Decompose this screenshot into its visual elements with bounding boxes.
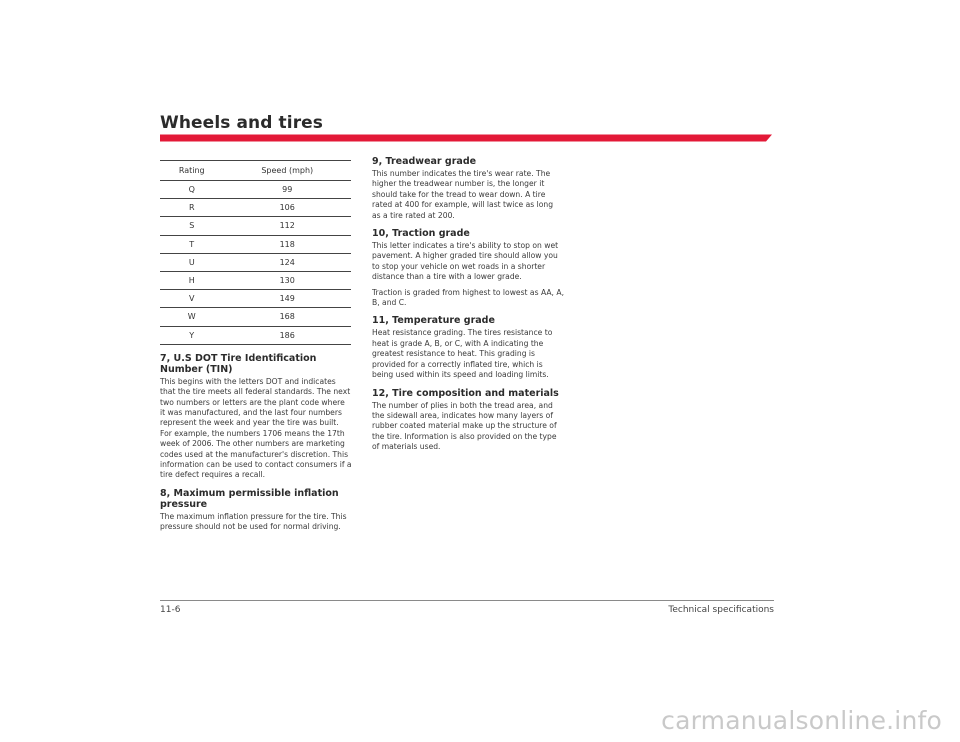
section-heading-treadwear: 9, Treadwear grade [372,156,477,167]
watermark: carmanualsonline.info [661,706,942,735]
table-row [160,308,351,326]
section-heading-traction: 10, Traction grade [372,228,470,240]
chapter-name: Technical specifications [668,605,774,615]
title-accent-rule [160,133,774,143]
table-row [160,326,351,344]
title-accent-bar [160,135,772,142]
page-number: 11-6 [160,605,181,615]
table-header-row [160,161,351,181]
section-body-temperature: Heat resistance grading. The tires resistance to heat is grade A, B, or C, with A indicating the greatest resistance to heat. This grading is provided for a correctly inflated tire, which is being used within its speed and loading limits. [372,328,553,380]
table-row [160,217,351,235]
table-row [160,290,351,308]
section-heading-tin: 7, U.S DOT Tire Identification Number (TIN) [160,352,317,375]
rating-cell: S [160,217,223,235]
speed-cell: 149 [223,290,351,308]
section-body-treadwear: This number indicates the tire's wear rate. The higher the treadwear number is, the longer it should take for the tread to wear down. A tire rated at 400 for example, will last twice as long as a tire rated at 200. [372,169,554,220]
section-body-traction: This letter indicates a tire's ability to stop on wet pavement. A higher graded tire should allow you to stop your vehicle on wet roads in a shorter distance than a tire with a lower grade. [372,241,559,282]
rating-cell: T [160,235,223,253]
rating-cell: Y [160,326,223,344]
section-body-tin: This begins with the letters DOT and indicates that the tire meets all federal standards. The next two numbers or letters are the plant code where it was manufactured, and the last four numbers represent the week and year the tire was built. For example, the numbers 1706 means the 17th week of 2006. The other numbers are marketing codes used at the manufacturer's discretion. This information can be used to contact consumers if a tire defect requires a recall. [160,376,352,480]
rating-cell: W [160,308,223,326]
rating-cell: Q [160,181,223,199]
rating-cell: U [160,253,223,271]
section-body-inflation-pressure: The maximum inflation pressure for the tire. This pressure should not be used for normal driving. [160,511,347,532]
speed-cell: 106 [223,199,351,217]
rating-cell: H [160,271,223,289]
section-heading-inflation-pressure: 8, Maximum permissible inflation pressure [160,487,339,510]
speed-cell: 168 [223,308,351,326]
rating-cell: R [160,199,223,217]
section-heading-composition: 12, Tire composition and materials [372,387,559,399]
speed-cell: 118 [223,235,351,253]
right-column [372,156,564,453]
page-title: Wheels and tires [160,113,324,133]
table-row [160,253,351,271]
speed-cell: 124 [223,253,351,271]
table-row [160,199,351,217]
speed-cell: 99 [223,181,351,199]
left-column [160,160,352,533]
speed-rating-table [160,160,351,345]
table-row [160,271,351,289]
column-header-speed: Speed (mph) [223,161,351,181]
footer-divider [160,600,774,601]
rating-cell: V [160,290,223,308]
table-row [160,235,351,253]
speed-cell: 130 [223,271,351,289]
column-header-rating: Rating [160,161,223,181]
section-body-traction-grades: Traction is graded from highest to lowest as AA, A, B, and C. [372,287,564,308]
speed-cell: 186 [223,326,351,344]
section-heading-temperature: 11, Temperature grade [372,315,495,327]
section-body-composition: The number of plies in both the tread area, and the sidewall area, indicates how many layers of rubber coated material make up the structure of the tire. Information is also provided on the type of materials used. [372,400,557,452]
speed-cell: 112 [223,217,351,235]
table-row [160,181,351,199]
